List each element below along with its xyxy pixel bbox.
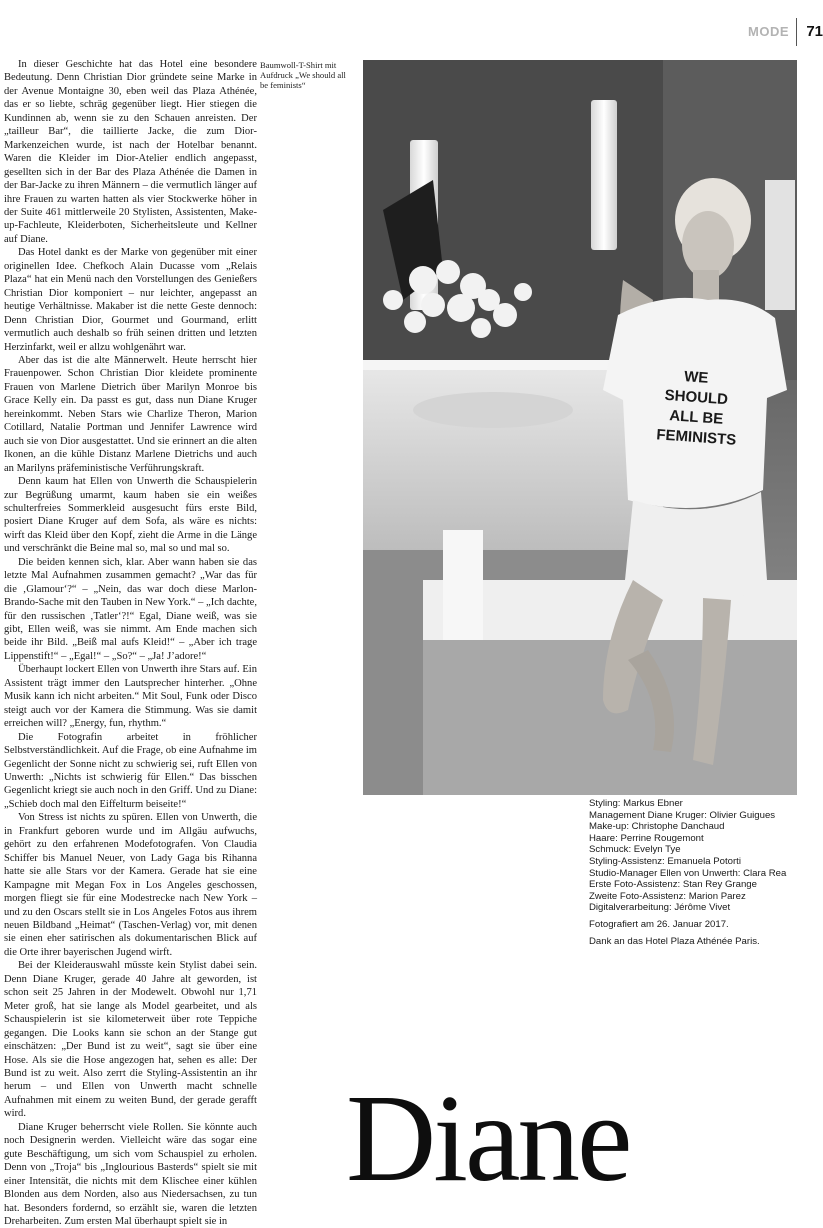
shirt-print-line: WE [683,368,709,387]
credit-line: Erste Foto-Assistenz: Stan Rey Grange [589,879,757,891]
thanks-note: Dank an das Hotel Plaza Athénée Paris. [589,935,760,947]
shirt-print-line: SHOULD [664,386,729,409]
fashion-photo [363,60,797,795]
header-divider [796,18,797,46]
article-body [4,58,257,1227]
credit-line: Digitalverarbeitung: Jérôme Vivet [589,902,731,914]
article-paragraph: Bei der Kleiderauswahl müsste kein Stylist dabei sein. Denn Diane Kruger, gerade 40 Jahre alt geworden, ist schon seit 25 Jahren in der Modewelt. Obwohl nur 1,71 Meter groß, hat sie lange als Model gearbeitet, und als Schauspielerin ist sie kilometerweit über rote Teppiche gegangen. Die Looks kann sie schon an der Stange gut einschätzen: „Der Bund ist zu weit“, sagt sie über eine Hose. Als sie die Hose angezogen hat, sehen es alle: Der Bund ist zu weit. Also zerrt die Styling-Assistentin an ihr herum – und Ellen von Unwerth macht schnelle Aufnahmen mit einem zu weiten Bund, der gerade gerafft wird. [4,960,257,1120]
article-paragraph: Überhaupt lockert Ellen von Unwerth ihre Stars auf. Ein Assistent trägt immer den Lautsprecher hinterher. „Ohne Musik kann ich nicht arbeiten.“ Mit Soul, Funk oder Disco steigt auch vor der Kamera die Stimmung. Was sie damit erreichen will? „Energy, fun, rhythm.“ [4,664,257,730]
article-paragraph: Von Stress ist nichts zu spüren. Ellen von Unwerth, die in Frankfurt geboren wurde und im Allgäu aufwuchs, gehört zu den erfahrenen Modefotografen. Von Claudia Schiffer bis Manuel Neuer, von Lady Gaga bis Rihanna hatte sie alle Stars vor der Kamera. Gerade hat sie eine Kampagne mit Megan Fox in Los Angeles geschossen, morgen fliegt sie für eine Modestrecke nach New York – und zu den Oscars stellt sie in Los Angeles Fotos aus ihrem neuen Bildband „Heimat“ (Taschen-Verlag) vor, mit denen sie einen eher satirischen als dokumentarischen Blick auf die Orte ihrer bayerischen Jugend wirft. [4,812,257,958]
photo-date-note: Fotografiert am 26. Januar 2017. [589,918,729,930]
section-label: MODE [748,24,789,39]
shirt-print-line: ALL BE [668,407,724,428]
credit-line: Schmuck: Evelyn Tye [589,844,681,856]
article-paragraph: Die Fotografin arbeitet in fröhlicher Selbstverständlichkeit. Auf die Frage, ob eine Aufnahme im Gegenlicht der Sonne nicht zu schwierig sei, ruft Ellen von Unwerth: „Nichts ist schwierig für Ellen.“ Das bisschen Gegenlicht kriegt sie auch noch in den Griff. Und zu Diane: „Schieb doch mal den Eiffelturm beiseite!“ [4,731,257,810]
article-paragraph: Aber das ist die alte Männerwelt. Heute herrscht hier Frauenpower. Schon Christian Dior kleidete prominente Frauen von Marlene Dietrich über Marilyn Monroe bis Grace Kelly ein. Da passt es gut, dass nun Diane Kruger hereinkommt. Neben Stars wie Charlize Theron, Marion Cotillard, Natalie Portman und Jennifer Lawrence wird auch sie von Dior ausgestattet. Und sie erinnert an die alten Ikonen, an die kühle Distanz Marlene Dietrichs und auch an Marilyns präfeministische Verführungskraft. [4,354,257,474]
shirt-print-line: FEMINISTS [655,426,737,449]
credit-line: Studio-Manager Ellen von Unwerth: Clara Rea [589,867,787,879]
credit-line: Styling-Assistenz: Emanuela Potorti [589,855,741,867]
headline: Diane [346,1070,630,1208]
credit-line: Haare: Perrine Rougemont [589,832,704,844]
photo-credits [589,798,819,947]
page-header [703,18,823,46]
article-paragraph: Die beiden kennen sich, klar. Aber wann haben sie das letzte Mal Aufnahmen zusammen gemacht? „War das für die ‚Glamour‘?“ – „Nein, das war doch diese Marlon-Brando-Sache mit den Tauben in New York.“ – „Ich dachte, für den russischen ‚Tatler‘?!“ Egal, Diane weiß, was sie gibt, Ellen weiß, was sie nimmt. Am Ende machen sich beide ihr Bild. „Beiß mal aufs Kleid!“ – „Aber ich trage Lippenstift!“ – „Egal!“ – „So?“ – „Ja! J’adore!“ [4,556,257,662]
article-paragraph: In dieser Geschichte hat das Hotel eine besondere Bedeutung. Denn Christian Dior gründete seine Marke in der Avenue Montaigne 30, eben weil das Plaza Athénée, das er so liebte, schräg gegenüber liegt. Hier stiegen die Kundinnen ab, wenn sie zu den Schauen anreisten. Der „tailleur Bar“, die taillierte Jacke, die zum Dior-Markenzeichen wurde, ist nach der Hotelbar benannt. Waren die Kleider im Dior-Atelier endlich angepasst, gesellten sich in der Bar des Plaza Athénée die Damen in der Bar-Jacke zu ihren Männern – die vermutlich länger auf ihre Frauen zu warten hatten als vier Stockwerke höher in der Suite 461 mittlerweile 20 Stylisten, Assistenten, Make-up-Fachleute, Kleiderboten, Sicherheitsleute und Kellner auf Diane. [4,59,257,245]
credit-line: Management Diane Kruger: Olivier Guigues [589,809,776,821]
credit-line: Make-up: Christophe Danchaud [589,821,725,833]
article-paragraph: Das Hotel dankt es der Marke von gegenüber mit einer originellen Idee. Chefkoch Alain Ducasse vom „Relais Plaza“ hat ein Menü nach den Vorstellungen des Genießers Christian Dior komponiert – nur leichter, angepasst an heutige Verhältnisse. Makaber ist die nette Geste dennoch: Denn Christian Dior, Gourmet und Gourmand, erlitt vermutlich auch deshalb so früh seinen dritten und letzten Herzinfarkt, weil er allzu wohlgenährt war. [4,247,257,353]
credit-line: Zweite Foto-Assistenz: Marion Parez [589,890,746,902]
credit-line: Styling: Markus Ebner [589,798,683,809]
page-number: 71 [806,23,823,40]
photo-caption: Baumwoll-T-Shirt mit Aufdruck „We should all be feminists“ [260,60,346,90]
credits-list [589,798,819,914]
article-paragraph: Denn kaum hat Ellen von Unwerth die Schauspielerin zur Begrüßung umarmt, kaum haben sie ein weißes schulterfreies Sommerkleid ausgesucht fürs erste Bild, posiert Diane Kruger auf dem Sofa, als wäre es nichts: wirft das Kleid über den Kopf, zieht die Arme in die Länge und verschränkt die Beine mal so, mal so und mal so. [4,476,257,555]
article-paragraph: Diane Kruger beherrscht viele Rollen. Sie könnte auch noch Designerin werden. Vielleicht wäre das sogar eine gute Beschäftigung, um sich vom Schauspiel zu erholen. Denn von „Troja“ bis „Inglourious Basterds“ spielt sie mit einer Intensität, die nichts mit dem Klischee einer kühlen Blonden aus dem Norden, also aus Niedersachsen, zu tun hat. Besonders fordernd, so erzählt sie, waren die letzten Dreharbeiten. Zum ersten Mal überhaupt spielt sie in [4,1121,257,1227]
